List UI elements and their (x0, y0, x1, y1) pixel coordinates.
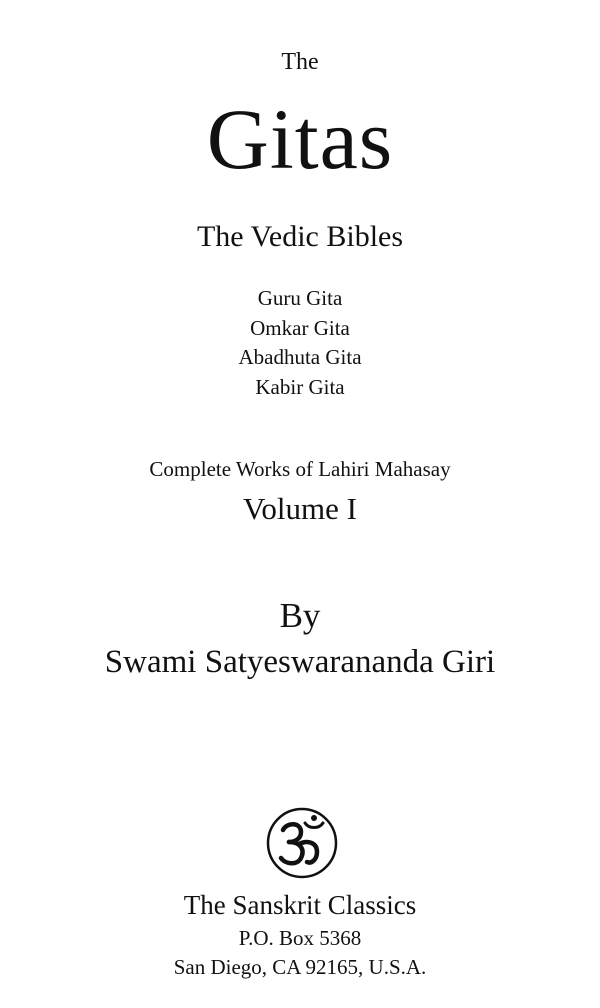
publisher-po-box: P.O. Box 5368 (238, 926, 362, 950)
publisher-address: San Diego, CA 92165, U.S.A. (173, 955, 427, 979)
gita-list (0, 284, 600, 402)
series-name: Complete Works of Lahiri Mahasay (149, 457, 451, 481)
gita-item-omkar: Omkar Gita (250, 315, 350, 340)
volume-number: Volume I (243, 491, 357, 526)
book-subtitle: The Vedic Bibles (196, 220, 404, 253)
book-title: Gitas (206, 91, 394, 187)
title-article: The (281, 49, 319, 75)
publisher-name: The Sanskrit Classics (183, 890, 417, 920)
author-name: Swami Satyeswarananda Giri (104, 644, 496, 680)
by-label: By (279, 596, 321, 635)
gita-item-abadhuta: Abadhuta Gita (238, 345, 362, 369)
om-symbol-icon (265, 806, 339, 880)
gita-item-guru: Guru Gita (257, 286, 343, 310)
gita-item-kabir: Kabir Gita (255, 374, 345, 399)
